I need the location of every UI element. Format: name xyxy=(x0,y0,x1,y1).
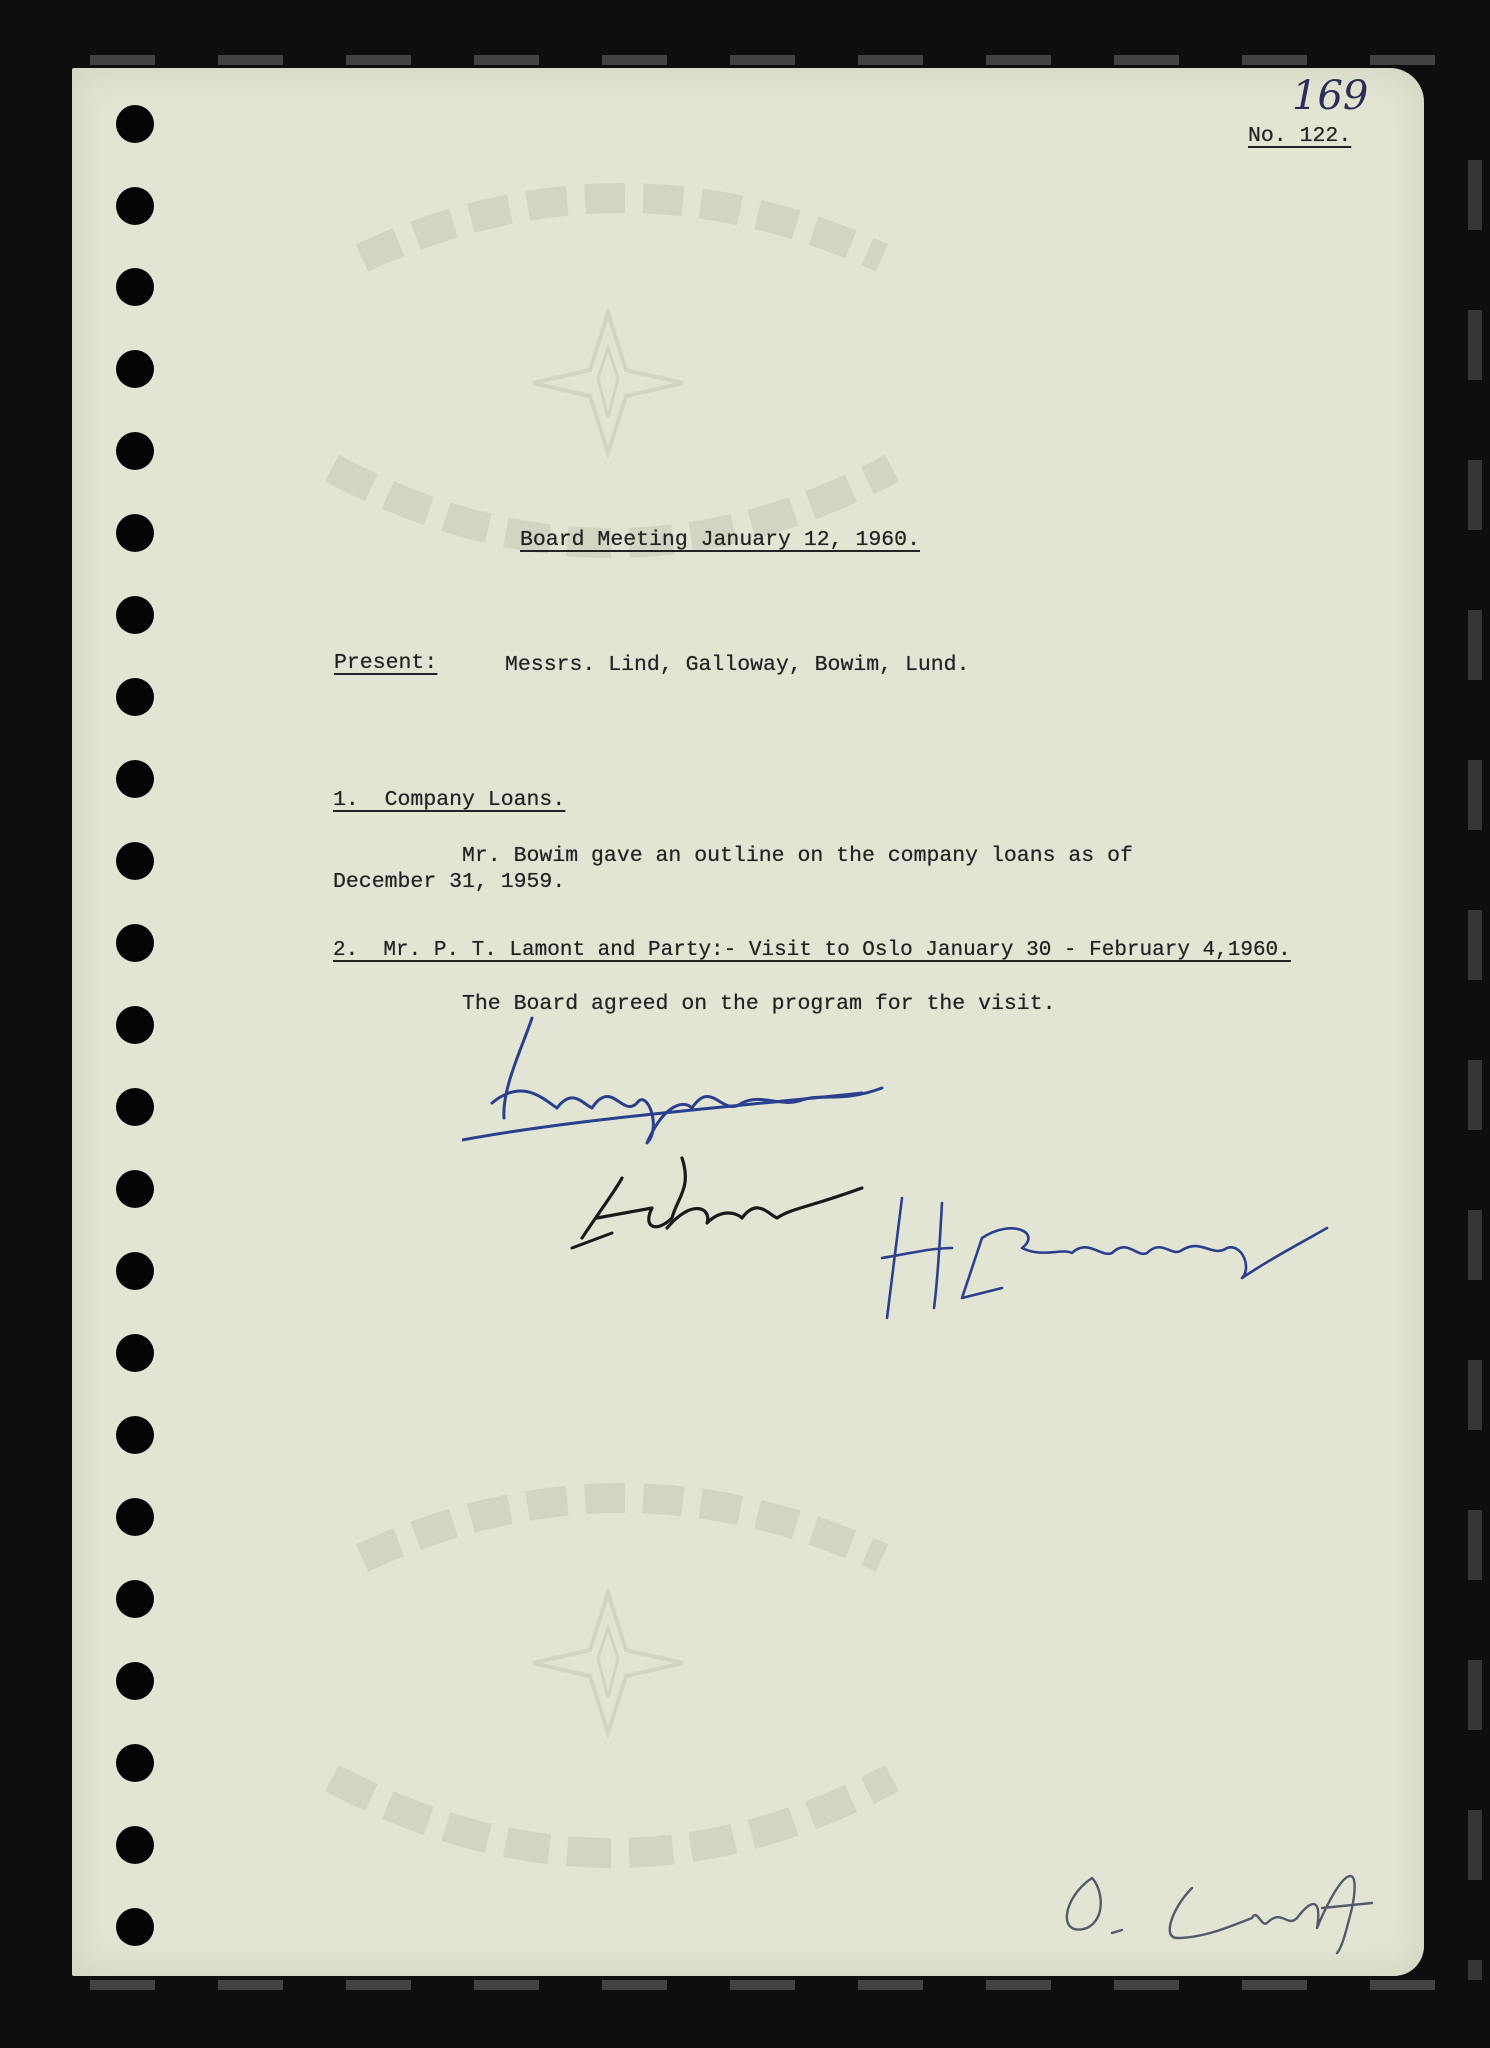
item-1-line-1: Mr. Bowim gave an outline on the company loans as of xyxy=(462,844,1133,868)
binder-hole xyxy=(116,187,154,225)
document-page xyxy=(72,68,1424,1976)
binder-hole xyxy=(116,1334,154,1372)
signature-lund xyxy=(1052,1848,1392,1958)
binder-hole xyxy=(116,350,154,388)
present-names: Messrs. Lind, Galloway, Bowim, Lund. xyxy=(505,653,970,677)
binder-hole xyxy=(116,760,154,798)
item-1-heading: 1. Company Loans. xyxy=(333,788,566,812)
watermark-arc-icon xyxy=(312,438,912,608)
top-edge-marks xyxy=(60,55,1460,65)
page-title: Board Meeting January 12, 1960. xyxy=(520,528,920,552)
binder-hole xyxy=(116,1088,154,1126)
binder-hole xyxy=(116,1908,154,1946)
watermark-arc-icon xyxy=(342,1448,902,1598)
signature-bowim xyxy=(562,1138,882,1258)
watermark-star-icon xyxy=(528,1588,688,1738)
binder-hole xyxy=(116,678,154,716)
handwritten-page-number: 169 xyxy=(1292,73,1369,119)
binder-hole xyxy=(116,1498,154,1536)
binder-hole xyxy=(116,1662,154,1700)
item-2-heading: 2. Mr. P. T. Lamont and Party:- Visit to Oslo January 30 - February 4,1960. xyxy=(333,939,1291,962)
binder-hole xyxy=(116,1006,154,1044)
binder-hole xyxy=(116,1416,154,1454)
signature-galloway xyxy=(872,1178,1332,1338)
watermark-star-icon xyxy=(528,308,688,458)
binder-hole xyxy=(116,268,154,306)
binder-hole xyxy=(116,924,154,962)
binder-hole xyxy=(116,1826,154,1864)
item-2-line-1: The Board agreed on the program for the visit. xyxy=(462,992,1056,1016)
binder-hole xyxy=(116,1252,154,1290)
binder-hole xyxy=(116,105,154,143)
binder-hole xyxy=(116,1580,154,1618)
binder-hole xyxy=(116,1744,154,1782)
right-edge-marks xyxy=(1468,120,1482,1980)
binder-hole xyxy=(116,432,154,470)
watermark-arc-icon xyxy=(342,148,902,298)
binder-hole xyxy=(116,596,154,634)
item-1-line-2: December 31, 1959. xyxy=(333,870,566,894)
binder-hole xyxy=(116,514,154,552)
present-label: Present: xyxy=(334,651,438,675)
watermark-arc-icon xyxy=(312,1748,912,1918)
document-number: No. 122. xyxy=(1248,124,1352,148)
bottom-edge-marks xyxy=(60,1980,1460,1990)
binder-hole xyxy=(116,842,154,880)
signature-lind xyxy=(462,1008,902,1158)
binder-hole xyxy=(116,1170,154,1208)
